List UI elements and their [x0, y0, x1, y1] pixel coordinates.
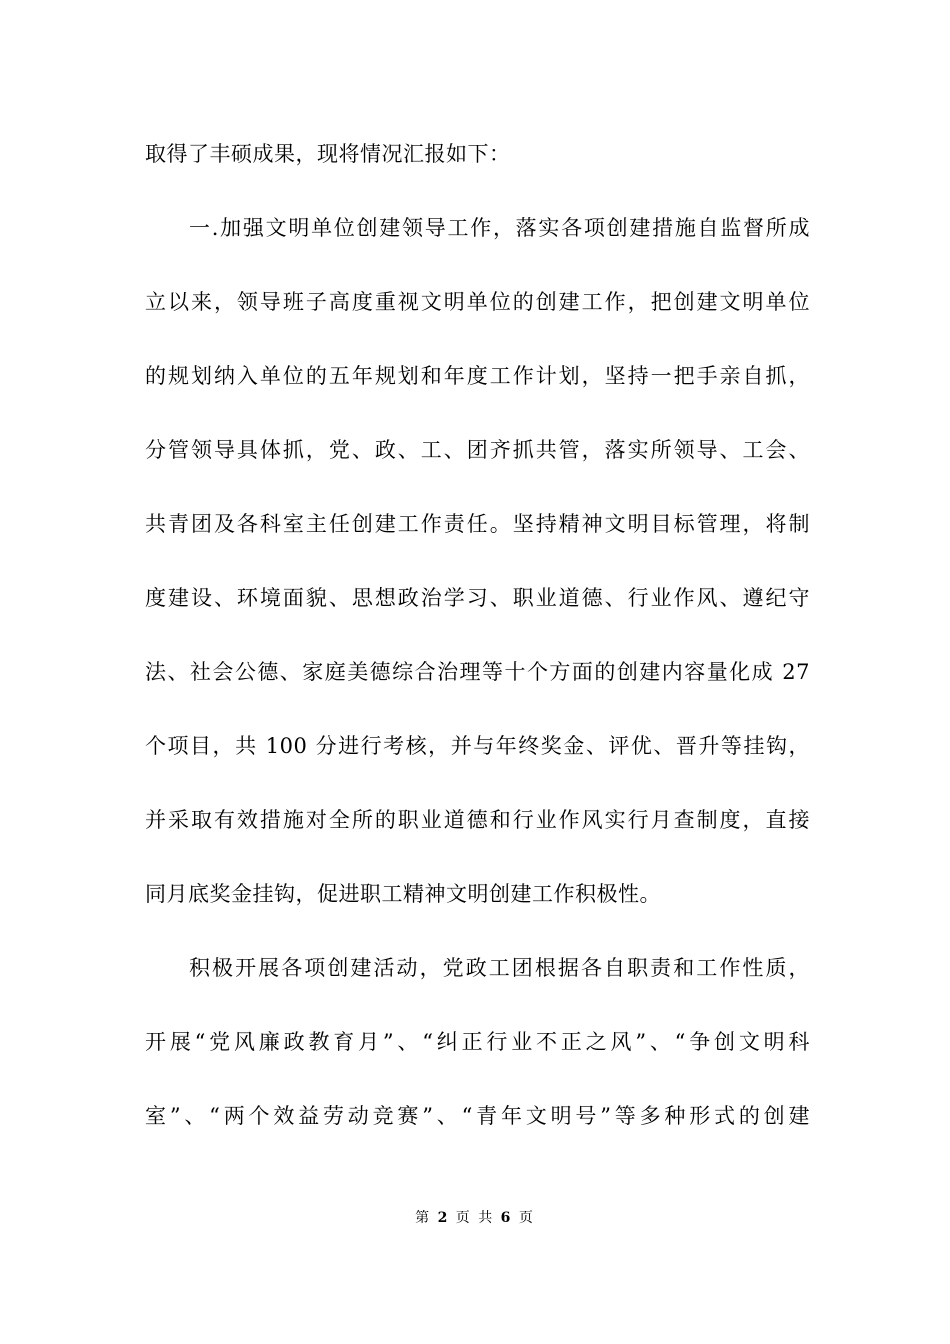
paragraph-line-2: 一.加强文明单位创建领导工作，落实各项创建措施自监督所成	[189, 216, 810, 240]
paragraph-line-3: 立以来，领导班子高度重视文明单位的创建工作，把创建文明单位	[145, 290, 810, 314]
footer-total-pages: 6	[500, 1210, 513, 1226]
paragraph-line-14: 室”、“两个效益劳动竞赛”、“青年文明号”等多种形式的创建	[145, 1104, 810, 1128]
paragraph-line-12: 积极开展各项创建活动，党政工团根据各自职责和工作性质，	[189, 956, 810, 980]
paragraph-line-8: 法、社会公德、家庭美德综合治理等十个方面的创建内容量化成 27	[145, 660, 810, 684]
paragraph-line-6: 共青团及各科室主任创建工作责任。坚持精神文明目标管理，将制	[145, 512, 810, 536]
page-footer	[0, 1208, 950, 1228]
paragraph-line-9: 个项目，共 100 分进行考核，并与年终奖金、评优、晋升等挂钩，	[145, 734, 810, 758]
paragraph-line-13: 开展“党风廉政教育月”、“纠正行业不正之风”、“争创文明科	[145, 1030, 810, 1054]
paragraph-line-11: 同月底奖金挂钩，促进职工精神文明创建工作积极性。	[145, 882, 661, 906]
paragraph-line-7: 度建设、环境面貌、思想政治学习、职业道德、行业作风、遵纪守	[145, 586, 810, 610]
paragraph-line-4: 的规划纳入单位的五年规划和年度工作计划，坚持一把手亲自抓，	[145, 364, 810, 388]
paragraph-line-1: 取得了丰硕成果，现将情况汇报如下：	[145, 142, 511, 166]
footer-prefix: 第	[415, 1210, 432, 1226]
footer-middle: 页 共	[455, 1210, 495, 1226]
paragraph-line-5: 分管领导具体抓，党、政、工、团齐抓共管，落实所领导、工会、	[145, 438, 810, 462]
footer-current-page: 2	[437, 1210, 450, 1226]
footer-suffix: 页	[518, 1210, 535, 1226]
paragraph-line-10: 并采取有效措施对全所的职业道德和行业作风实行月查制度，直接	[145, 808, 810, 832]
